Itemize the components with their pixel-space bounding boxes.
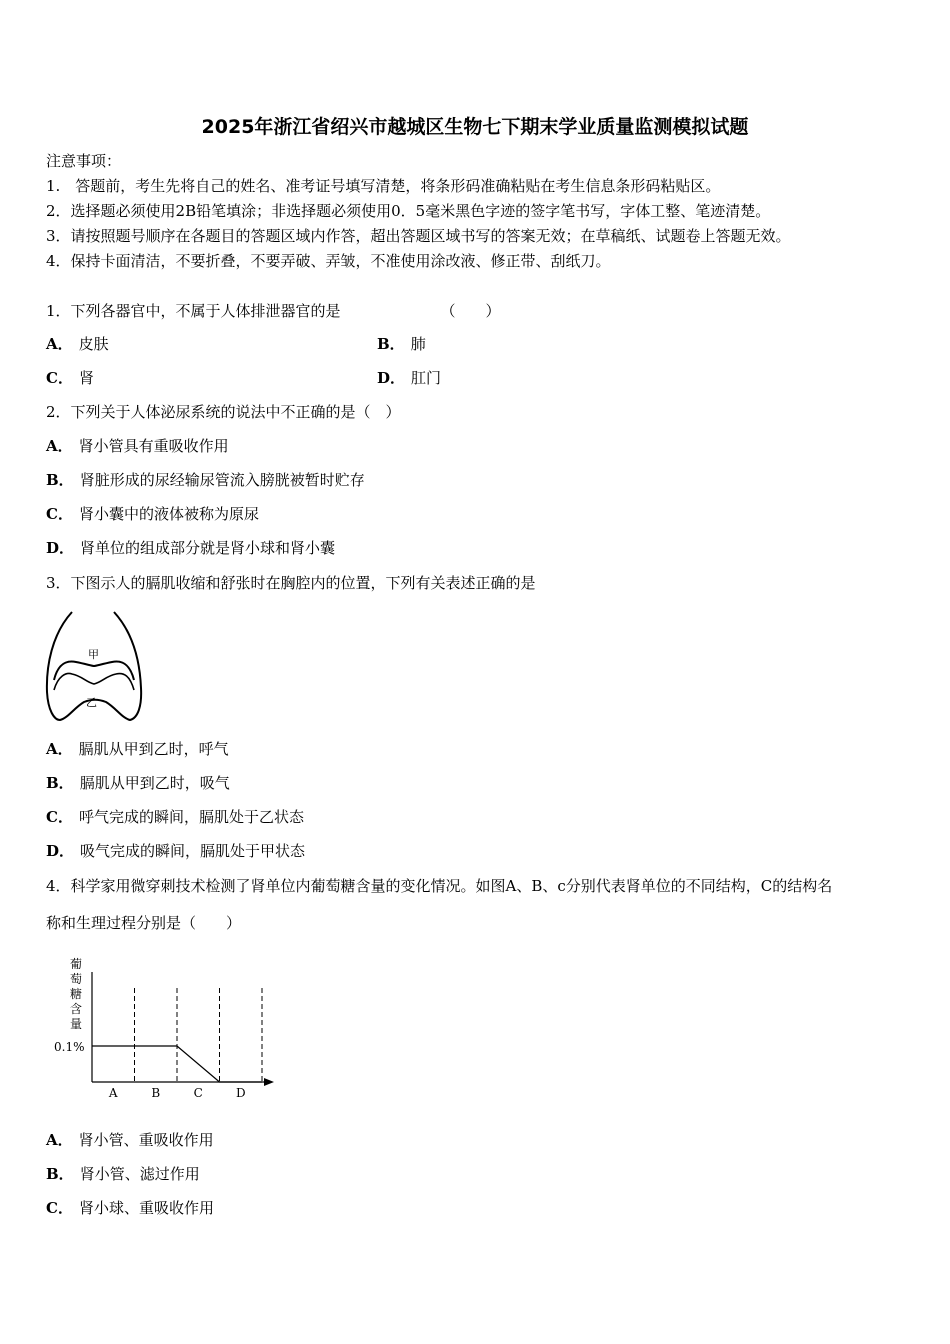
option-label: C． — [46, 808, 73, 826]
diaphragm-relaxed — [54, 674, 134, 690]
option-label: B． — [46, 774, 74, 792]
y-label-char: 量 — [70, 1017, 83, 1031]
q1-option-b[interactable] — [377, 334, 426, 354]
page-title: 2025年浙江省绍兴市越城区生物七下期末学业质量监测模拟试题 — [201, 116, 749, 138]
q2-stem: 2．下列关于人体泌尿系统的说法中不正确的是（ ） — [46, 403, 401, 421]
diaphragm-contracted — [54, 662, 134, 680]
q2-option-a[interactable] — [46, 436, 229, 456]
glucose-chart — [50, 952, 280, 1102]
q1-stem — [46, 301, 501, 321]
notice-item-2: 2．选择题必须使用2B铅笔填涂；非选择题必须使用0．5毫米黑色字迹的签字笔书写，字体工整、笔迹清楚。 — [46, 202, 771, 220]
option-text: 肾小管具有重吸收作用 — [78, 437, 229, 455]
option-label: A． — [46, 1131, 73, 1149]
q1-option-c[interactable] — [46, 368, 94, 388]
option-label: A． — [46, 740, 73, 758]
label-yi: 乙 — [86, 696, 97, 709]
x-tick-label: B — [151, 1086, 161, 1100]
y-label — [70, 956, 82, 1031]
option-label: B． — [46, 471, 74, 489]
option-text: 肾 — [78, 369, 94, 387]
option-text: 肺 — [410, 335, 426, 353]
notice-item-3: 3．请按照题号顺序在各题目的答题区域内作答，超出答题区域书写的答案无效；在草稿纸、试题卷上答题无效。 — [46, 227, 791, 245]
q3-option-a[interactable] — [46, 739, 229, 759]
q4-option-b[interactable] — [46, 1164, 200, 1184]
y-label-char: 萄 — [70, 972, 83, 986]
option-label: A． — [46, 437, 73, 455]
y-label-char: 糖 — [70, 987, 83, 1001]
y-label-char: 含 — [70, 1002, 83, 1016]
option-label: C． — [46, 369, 73, 387]
option-text: 肾小管、滤过作用 — [79, 1165, 200, 1183]
option-text: 肾脏形成的尿经输尿管流入膀胱被暂时贮存 — [79, 471, 365, 489]
diaphragm-figure — [44, 606, 144, 724]
q2-option-c[interactable] — [46, 504, 259, 524]
q2-option-d[interactable] — [46, 538, 335, 558]
option-label: D． — [46, 842, 75, 860]
option-label: B． — [46, 1165, 74, 1183]
q3-option-d[interactable] — [46, 841, 305, 861]
x-tick-label: D — [235, 1086, 246, 1100]
y-label-char: 葡 — [70, 957, 83, 971]
option-label: C． — [46, 505, 73, 523]
notice-item-1: 1. 答题前，考生先将自己的姓名、准考证号填写清楚，将条形码准确粘贴在考生信息条形码粘贴区。 — [46, 177, 721, 195]
option-text: 肾小管、重吸收作用 — [78, 1131, 214, 1149]
q3-option-b[interactable] — [46, 773, 230, 793]
option-text: 膈肌从甲到乙时，呼气 — [78, 740, 229, 758]
x-tick-label: C — [193, 1086, 203, 1100]
q4-option-c[interactable] — [46, 1198, 214, 1218]
option-label: C． — [46, 1199, 73, 1217]
option-label: D． — [377, 369, 406, 387]
option-text: 皮肤 — [78, 335, 109, 353]
option-label: D． — [46, 539, 75, 557]
option-text: 呼气完成的瞬间，膈肌处于乙状态 — [78, 808, 304, 826]
q4-stem-line1: 4．科学家用微穿刺技术检测了肾单位内葡萄糖含量的变化情况。如图A、B、c分别代表肾单位的不同结构，C的结构名 — [46, 877, 833, 895]
option-label: A． — [46, 335, 73, 353]
q1-stem-text: 1．下列各器官中，不属于人体排泄器官的是 — [46, 302, 341, 320]
q1-option-a[interactable] — [46, 334, 109, 354]
y-tick-label: 0.1% — [54, 1040, 85, 1054]
q1-paren: （ ） — [440, 302, 501, 320]
option-text: 肾单位的组成部分就是肾小球和肾小囊 — [80, 539, 336, 557]
option-text: 肛门 — [411, 369, 442, 387]
notice-item-4: 4．保持卡面清洁，不要折叠，不要弄破、弄皱，不准使用涂改液、修正带、刮纸刀。 — [46, 252, 611, 270]
option-text: 肾小囊中的液体被称为原尿 — [78, 505, 259, 523]
q3-option-c[interactable] — [46, 807, 304, 827]
q2-option-b[interactable] — [46, 470, 365, 490]
q4-stem-line2: 称和生理过程分别是（ ） — [46, 914, 242, 932]
q4-option-a[interactable] — [46, 1130, 214, 1150]
option-text: 肾小球、重吸收作用 — [78, 1199, 214, 1217]
notice-heading: 注意事项： — [46, 152, 122, 170]
option-label: B． — [377, 335, 405, 353]
option-text: 吸气完成的瞬间，膈肌处于甲状态 — [80, 842, 306, 860]
q1-option-d[interactable] — [377, 368, 441, 388]
x-tick-label: A — [108, 1086, 118, 1100]
option-text: 膈肌从甲到乙时，吸气 — [79, 774, 230, 792]
label-jia: 甲 — [88, 648, 99, 661]
q3-stem: 3．下图示人的膈肌收缩和舒张时在胸腔内的位置，下列有关表述正确的是 — [46, 574, 536, 592]
x-axis-arrow — [264, 1078, 274, 1086]
